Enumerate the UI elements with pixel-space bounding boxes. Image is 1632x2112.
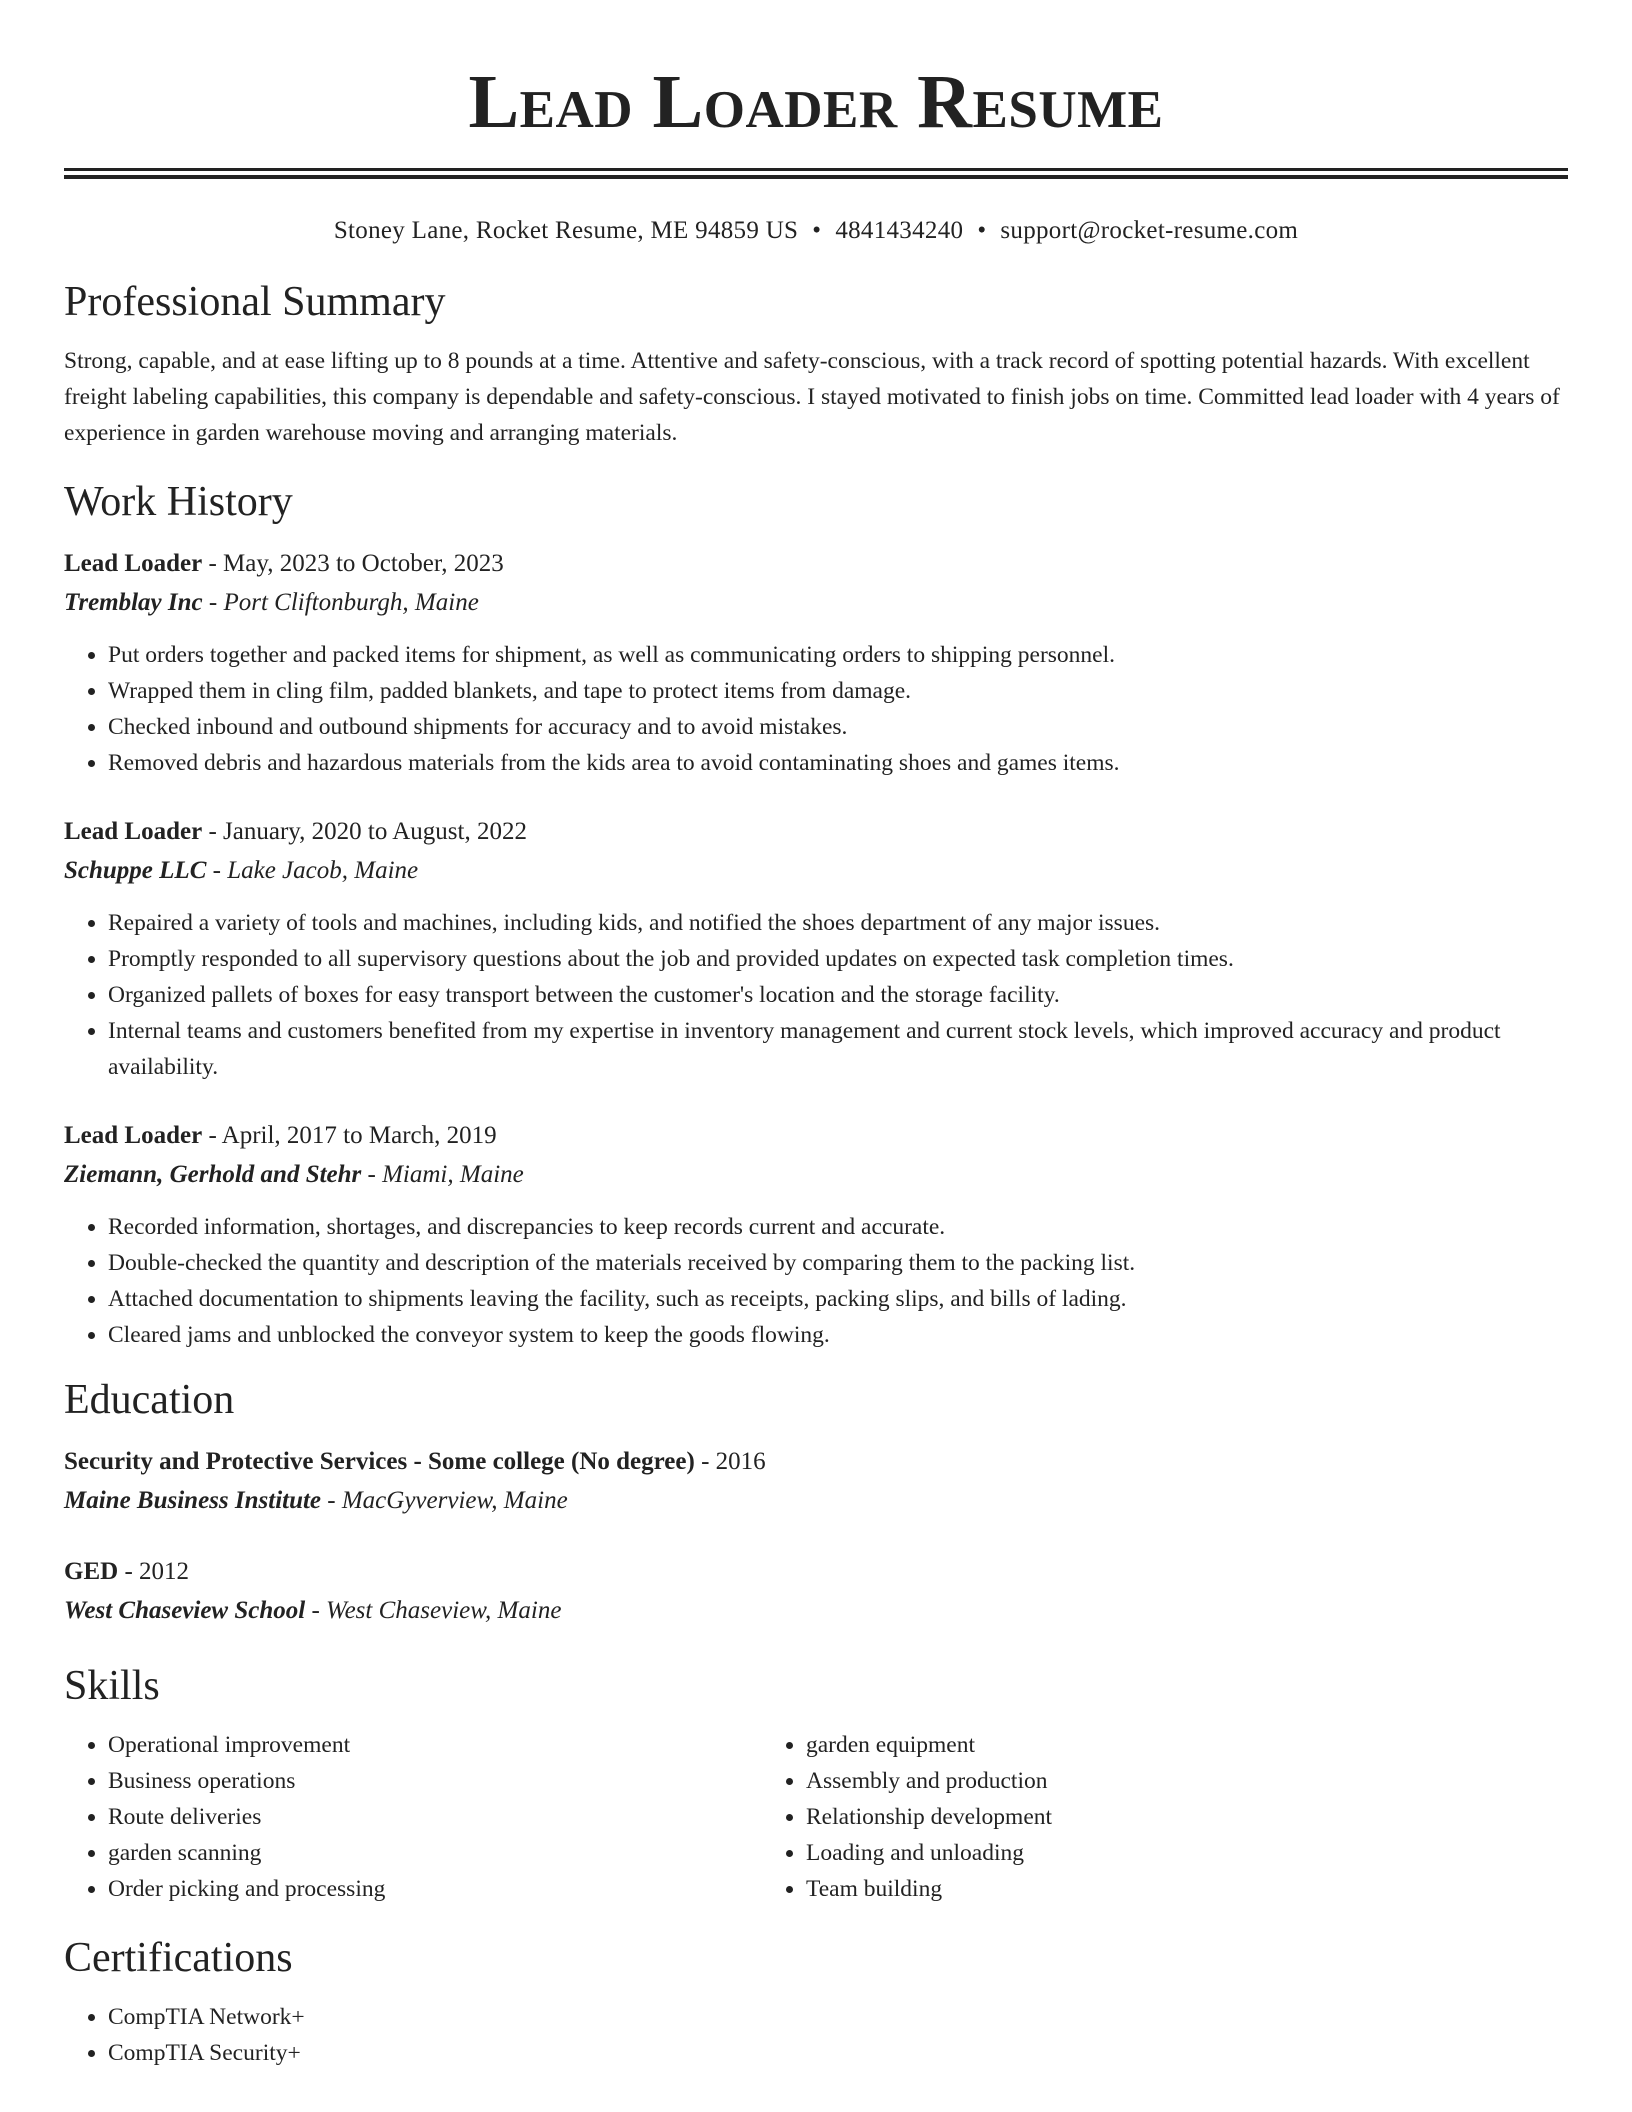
list-item: • Repaired a variety of tools and machines, including kids, and notified the shoes department of any major issues. (108, 905, 1568, 941)
degree-year: - 2016 (694, 1448, 766, 1475)
degree-name: Security and Protective Services - Some college (No degree) (64, 1448, 695, 1475)
company-line (64, 1155, 1568, 1195)
section-heading-skills: Skills (64, 1663, 160, 1709)
education-entry (64, 1553, 1568, 1631)
company-location: - Miami, Maine (361, 1161, 524, 1188)
job-entry (64, 545, 1568, 781)
skill-item: • Loading and unloading (806, 1835, 1460, 1871)
contact-phone: 4841434240 (835, 217, 964, 244)
job-title: Lead Loader (64, 550, 203, 577)
job-dates: - April, 2017 to March, 2019 (202, 1122, 497, 1149)
list-item: • Promptly responded to all supervisory questions about the job and provided updates on expected task completion times. (108, 941, 1568, 977)
list-item: • Wrapped them in cling film, padded blankets, and tape to protect items from damage. (108, 673, 1568, 709)
resume-title: Lead Loader Resume (468, 60, 1164, 144)
section-heading-work-history: Work History (64, 479, 293, 525)
skill-item: • Order picking and processing (108, 1871, 762, 1907)
certifications-list (64, 1999, 1568, 2071)
degree-year: - 2012 (118, 1558, 190, 1585)
title-divider (64, 168, 1568, 179)
job-bullets (64, 637, 1568, 781)
company-name: Schuppe LLC (64, 857, 207, 884)
resume-page (64, 0, 1568, 2071)
school-location: - MacGyverview, Maine (321, 1487, 568, 1514)
contact-line (64, 215, 1568, 247)
skill-item: • Route deliveries (108, 1799, 762, 1835)
section-heading-summary: Professional Summary (64, 279, 446, 325)
job-title: Lead Loader (64, 1122, 203, 1149)
skills-column-right (762, 1727, 1460, 1907)
degree-name: GED (64, 1558, 119, 1585)
skill-item: • Relationship development (806, 1799, 1460, 1835)
degree-line (64, 1443, 1568, 1481)
list-item: • Put orders together and packed items for shipment, as well as communicating orders to shipping personnel. (108, 637, 1568, 673)
skills-grid (64, 1727, 1568, 1907)
section-heading-education: Education (64, 1377, 235, 1423)
list-item: • Internal teams and customers benefited from my expertise in inventory management and current stock levels, which improved accuracy and product availability. (108, 1013, 1568, 1085)
list-item: • Recorded information, shortages, and discrepancies to keep records current and accurate. (108, 1209, 1568, 1245)
job-entry (64, 813, 1568, 1085)
skill-item: • garden equipment (806, 1727, 1460, 1763)
education-entry (64, 1443, 1568, 1521)
degree-line (64, 1553, 1568, 1591)
list-item: • Checked inbound and outbound shipments for accuracy and to avoid mistakes. (108, 709, 1568, 745)
list-item: • Removed debris and hazardous materials from the kids area to avoid contaminating shoes and games items. (108, 745, 1568, 781)
company-name: Ziemann, Gerhold and Stehr (64, 1161, 362, 1188)
contact-address: Stoney Lane, Rocket Resume, ME 94859 US (333, 217, 799, 244)
company-line (64, 583, 1568, 623)
skill-item: • Team building (806, 1871, 1460, 1907)
list-item: • Attached documentation to shipments leaving the facility, such as receipts, packing slips, and bills of lading. (108, 1281, 1568, 1317)
company-location: - Port Cliftonburgh, Maine (202, 589, 479, 616)
job-dates: - May, 2023 to October, 2023 (202, 550, 504, 577)
list-item: • Cleared jams and unblocked the conveyor system to keep the goods flowing. (108, 1317, 1568, 1353)
company-line (64, 851, 1568, 891)
certification-item: • CompTIA Network+ (108, 1999, 1568, 2035)
contact-separator: • (977, 217, 987, 244)
job-bullets (64, 1209, 1568, 1353)
skills-column-left (64, 1727, 762, 1907)
list-item: • Organized pallets of boxes for easy transport between the customer's location and the storage facility. (108, 977, 1568, 1013)
section-heading-certifications: Certifications (64, 1935, 293, 1981)
skill-item: • Assembly and production (806, 1763, 1460, 1799)
school-line (64, 1591, 1568, 1631)
job-title-line (64, 1117, 1568, 1155)
company-location: - Lake Jacob, Maine (206, 857, 419, 884)
school-name: Maine Business Institute (64, 1487, 322, 1514)
skill-item: • Operational improvement (108, 1727, 762, 1763)
skill-item: • garden scanning (108, 1835, 762, 1871)
list-item: • Double-checked the quantity and description of the materials received by comparing them to the packing list. (108, 1245, 1568, 1281)
summary-text: Strong, capable, and at ease lifting up to 8 pounds at a time. Attentive and safety-conscious, with a track record of spotting potential hazards. With excellent freight labeling capabilities, this company is dependable and safety-conscious. I stayed motivated to finish jobs on time. Committed lead loader with 4 years of experience in garden warehouse moving and arranging materials. (64, 348, 1560, 446)
job-dates: - January, 2020 to August, 2022 (202, 818, 527, 845)
job-title-line (64, 545, 1568, 583)
job-title: Lead Loader (64, 818, 203, 845)
contact-separator: • (812, 217, 822, 244)
school-name: West Chaseview School (64, 1597, 306, 1624)
certification-item: • CompTIA Security+ (108, 2035, 1568, 2071)
job-bullets (64, 905, 1568, 1085)
company-name: Tremblay Inc (64, 589, 203, 616)
contact-email: support@rocket-resume.com (1000, 217, 1299, 244)
job-title-line (64, 813, 1568, 851)
skill-item: • Business operations (108, 1763, 762, 1799)
school-line (64, 1481, 1568, 1521)
school-location: - West Chaseview, Maine (305, 1597, 562, 1624)
job-entry (64, 1117, 1568, 1353)
